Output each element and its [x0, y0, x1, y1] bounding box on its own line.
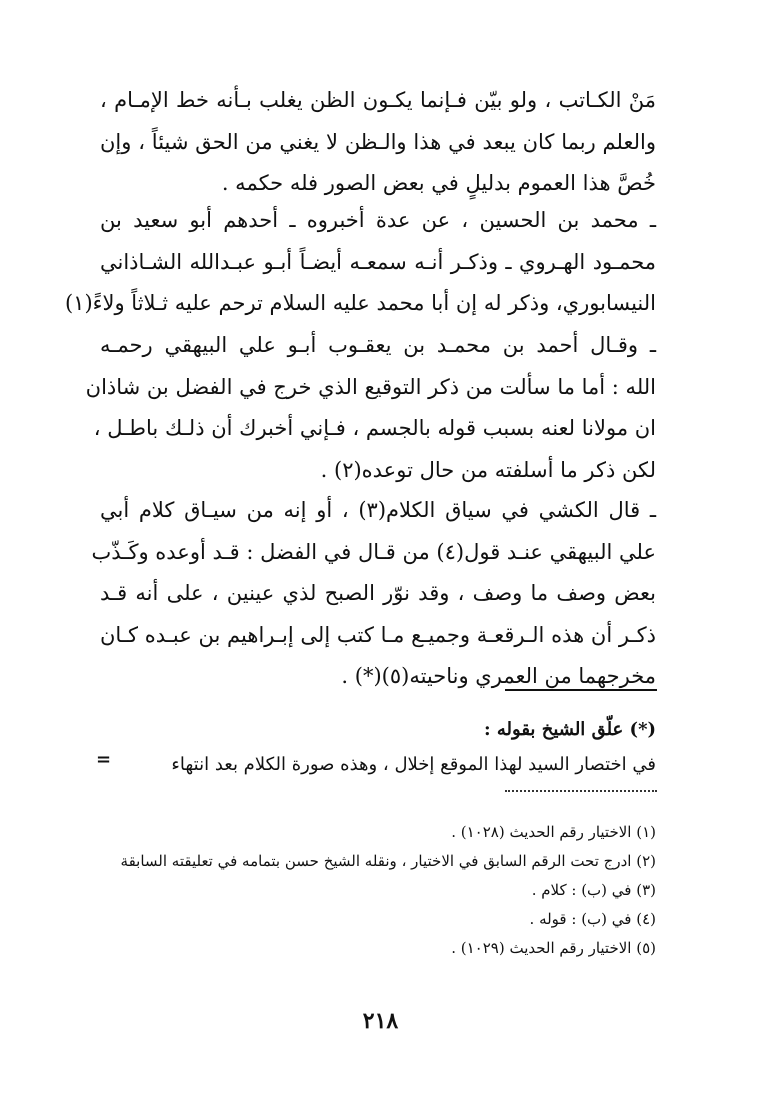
dotted-divider	[505, 790, 657, 792]
text-line: ـ محمد بن الحسين ، عن عدة أخبروه ـ أحدهم أبو سعيد بن	[100, 208, 656, 232]
text-line: مَنْ الكـاتب ، ولو بيّن فـإنما يكـون الظن يغلب بـأنه خط الإمـام ،	[100, 88, 656, 112]
text-line: علي البيهقي عنـد قول(٤) من قـال في الفضل : قـد أوعده وكَـذّب	[91, 539, 656, 564]
footnote-item: (٣) في (ب) : كلام .	[531, 881, 656, 899]
text-line: الله : أما ما سألت من ذكر التوقيع الذي خرج في الفضل بن شاذان	[85, 374, 656, 399]
paragraph-1	[100, 80, 656, 205]
text-line: النيسابوري، وذكر له إن أبا محمد عليه السلام ترحم عليه ثـلاثاً ولاءً(١)	[64, 291, 656, 315]
footnote-item: (٤) في (ب) : قوله .	[529, 910, 656, 928]
continuation-mark: =	[96, 749, 112, 770]
text-line: لكن ذكر ما أسلفته من حال توعده(٢) .	[320, 457, 656, 482]
text-line: ان مولانا لعنه بسبب قوله بالجسم ، فـإني أخبرك أن ذلـك باطـل ،	[93, 416, 656, 440]
footnote-divider	[505, 689, 657, 691]
text-line: ـ وقـال أحمد بن محمـد بن يعقـوب أبـو علي البيهقي رحمـه	[100, 333, 656, 357]
text-line: محمـود الهـروي ـ وذكـر أنـه سمعـه أيضـاً أبـو عبـدالله الشـاذاني	[100, 249, 656, 274]
page-number: ٢١٨	[362, 1008, 399, 1034]
paragraph-2	[64, 200, 656, 325]
text-line: بعض وصف ما وصف ، وقد نوّر الصبح لذي عينين ، على أنه قـد	[100, 581, 656, 605]
footnotes	[100, 818, 656, 963]
text-line: ـ قال الكشي في سياق الكلام(٣) ، أو إنه من سيـاق كلام أبي	[100, 498, 656, 522]
text-line: مخرجهما من العمري وناحيته(٥)(*) .	[341, 664, 656, 688]
text-line: خُصَّ هذا العموم بدليلٍ في بعض الصور فله حكمه .	[221, 171, 656, 195]
footnote-item: (٥) الاختيار رقم الحديث (١٠٢٩) .	[451, 939, 656, 957]
text-line: والعلم ربما كان يبعد في هذا والـظن لا يغني من الحق شيئاً ، وإن	[100, 129, 656, 154]
editor-note-heading: (*) علّق الشيخ بقوله :	[483, 719, 656, 740]
paragraph-3	[85, 325, 656, 491]
editor-note-text: في اختصار السيد لهذا الموقع إخلال ، وهذه صورة الكلام بعد انتهاء	[171, 754, 656, 775]
text-line: ذكـر أن هذه الـرقعـة وجميـع مـا كتب إلى إبـراهيم بن عبـده كـان	[100, 622, 656, 647]
footnote-item: (١) الاختيار رقم الحديث (١٠٢٨) .	[451, 823, 656, 841]
footnote-item: (٢) ادرج تحت الرقم السابق في الاختيار ، ونقله الشيخ حسن بتمامه في تعليقته السابقة	[120, 852, 656, 870]
paragraph-4	[91, 490, 656, 698]
